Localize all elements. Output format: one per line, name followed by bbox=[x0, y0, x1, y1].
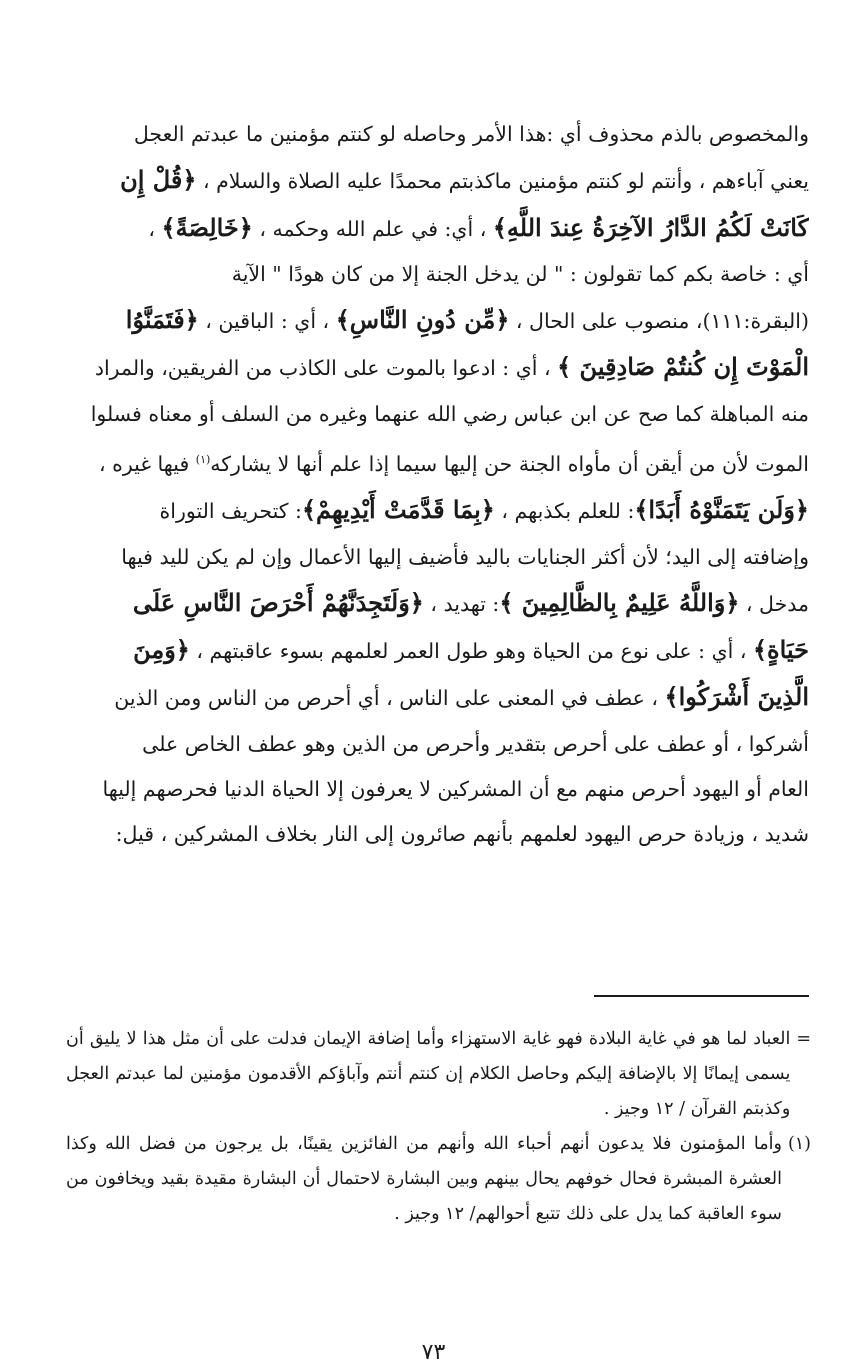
body-text: أي : خاصة بكم كما تقولون : " لن يدخل الجنة إلا من كان هودًا " الآية bbox=[231, 261, 809, 286]
quran-verse: ﴿خَالِصَةً﴾ bbox=[161, 212, 253, 242]
text-line bbox=[66, 627, 809, 674]
text-line bbox=[66, 437, 809, 487]
body-text: مدخل ، bbox=[739, 591, 809, 616]
quran-verse: ﴿وَمِنَ bbox=[133, 635, 190, 665]
text-line bbox=[66, 252, 809, 297]
body-text: ، أي: في علم الله وحكمه ، bbox=[252, 216, 493, 241]
footnote-continued bbox=[66, 1022, 811, 1127]
text-line bbox=[66, 344, 809, 391]
text-line bbox=[66, 535, 809, 580]
quran-verse: ﴿وَلَن يَتَمَنَّوْهُ أَبَدًا﴾ bbox=[634, 495, 809, 525]
quran-verse: ﴿وَاللَّهُ عَلِيمٌ بِالظَّالِمِينَ ﴾ bbox=[499, 587, 740, 617]
body-text: ، bbox=[148, 216, 162, 241]
text-line bbox=[66, 674, 809, 721]
footnote-1 bbox=[66, 1127, 811, 1232]
body-text: : كتحريف التوراة bbox=[159, 499, 302, 524]
quran-verse: ﴿مِّن دُونِ النَّاسِ﴾ bbox=[335, 305, 510, 335]
body-text: فيها غيره ، bbox=[98, 451, 196, 476]
quran-verse: الْمَوْتَ إِن كُنتُمْ صَادِقِينَ ﴾ bbox=[557, 352, 809, 382]
body-text: : تهديد ، bbox=[423, 591, 500, 616]
text-line bbox=[66, 297, 809, 344]
quran-verse: الَّذِينَ أَشْرَكُوا﴾ bbox=[664, 682, 809, 712]
text-line bbox=[66, 722, 809, 767]
footnote-marker: (١) bbox=[787, 1134, 811, 1154]
text-line bbox=[66, 392, 809, 437]
footnote-marker: = bbox=[796, 1029, 811, 1049]
footnote-reference: (١) bbox=[195, 453, 211, 467]
body-text: : للعلم بكذبهم ، bbox=[494, 499, 635, 524]
text-line bbox=[66, 812, 809, 857]
quran-verse: كَانَتْ لَكُمُ الدَّارُ الآخِرَةُ عِندَ اللَّهِ﴾ bbox=[492, 212, 809, 242]
body-text: ، عطف في المعنى على الناس ، أي أحرص من الناس ومن الذين bbox=[114, 686, 665, 711]
body-text: أشركوا ، أو عطف على أحرص بتقدير وأحرص من الذين وهو عطف الخاص على bbox=[142, 731, 809, 756]
quran-verse: حَيَاةٍ﴾ bbox=[752, 635, 809, 665]
text-line bbox=[66, 205, 809, 252]
body-text: منه المباهلة كما صح عن ابن عباس رضي الله عنهما وغيره من السلف أو معناه فسلوا bbox=[90, 401, 809, 426]
quran-verse: ﴿قُلْ إِن bbox=[120, 165, 197, 195]
body-text: العام أو اليهود أحرص منهم مع أن المشركين لا يعرفون إلا الحياة الدنيا فحرصهم إليها bbox=[102, 776, 809, 801]
text-line bbox=[66, 580, 809, 627]
footnotes bbox=[66, 1022, 811, 1232]
quran-verse: ﴿وَلَتَجِدَنَّهُمْ أَحْرَصَ النَّاسِ عَلَى bbox=[132, 587, 424, 617]
body-text: وإضافته إلى اليد؛ لأن أكثر الجنايات باليد فأضيف إليها الأعمال وإن لم يكن لليد فيها bbox=[121, 544, 809, 569]
body-text: (البقرة:١١١)، منصوب على الحال ، bbox=[509, 309, 809, 334]
body-text: ، أي : ادعوا بالموت على الكاذب من الفريقين، والمراد bbox=[94, 356, 558, 381]
body-text: ، أي : على نوع من الحياة وهو طول العمر لعلمهم بسوء عاقبتهم ، bbox=[189, 639, 753, 664]
body-text: الموت لأن من أيقن أن مأواه الجنة حن إليها سيما إذا علم أنها لا يشاركه bbox=[210, 451, 809, 476]
body-text: شديد ، وزيادة حرص اليهود لعلمهم بأنهم صائرون إلى النار بخلاف المشركين ، قيل: bbox=[115, 822, 809, 847]
quran-verse: ﴿فَتَمَنَّوُا bbox=[125, 305, 199, 335]
main-text bbox=[66, 112, 809, 858]
text-line bbox=[66, 487, 809, 534]
text-line bbox=[66, 767, 809, 812]
body-text: والمخصوص بالذم محذوف أي :هذا الأمر وحاصله لو كنتم مؤمنين ما عبدتم العجل bbox=[133, 122, 809, 146]
text-line bbox=[66, 112, 809, 157]
quran-verse: ﴿بِمَا قَدَّمَتْ أَيْدِيهِمْ﴾ bbox=[301, 495, 495, 525]
footnote-text: وأما المؤمنون فلا يدعون أنهم أحباء الله وأنهم من الفائزين يقينًا، بل يرجون من فضل الله وكذا العشرة المبشرة فحال خوفهم يحال بينهم وبين البشارة لاحتمال أن البشارة مقيدة بقيد ويخافون من سوء العاقبة كما يدل على ذلك تتبع أحوالهم/ ١٢ وجيز . bbox=[66, 1134, 782, 1224]
body-text: يعني آباءهم ، وأنتم لو كنتم مؤمنين ماكذبتم محمدًا عليه الصلاة والسلام ، bbox=[196, 169, 809, 194]
page-number: ٧٣ bbox=[421, 1340, 446, 1365]
footnote-separator bbox=[594, 995, 809, 997]
footnote-text: العباد لما هو في غاية البلادة فهو غاية الاستهزاء وأما إضافة الإيمان فدلت على أن مثل هذا لا يليق أن يسمى إيمانًا إلا بالإضافة إليكم وحاصل الكلام إن كنتم أنتم وآباؤكم الأقدمون مؤمنين لما عبدتم العجل وكذبتم القرآن / ١٢ وجيز . bbox=[66, 1029, 791, 1119]
text-line bbox=[66, 157, 809, 204]
body-text: ، أي : الباقين ، bbox=[198, 309, 336, 334]
